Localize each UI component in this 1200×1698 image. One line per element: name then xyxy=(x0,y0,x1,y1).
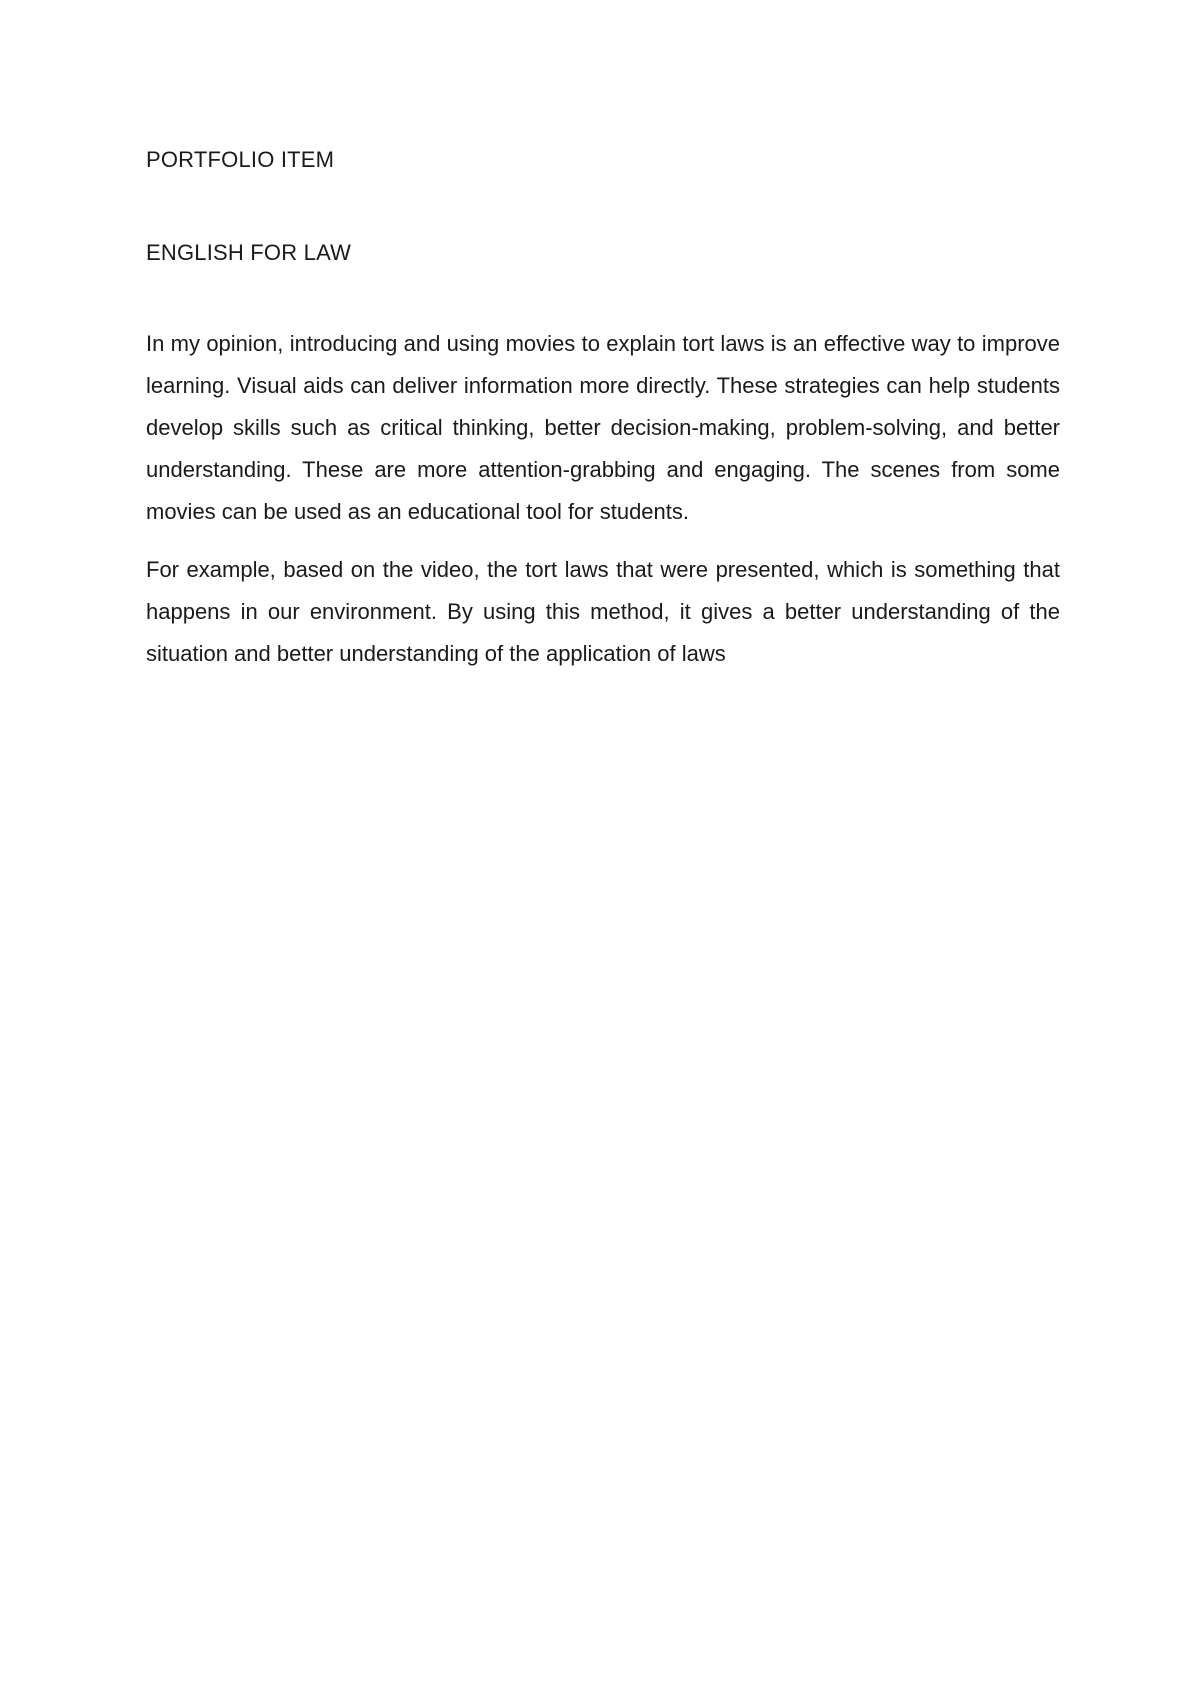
subject-heading: ENGLISH FOR LAW xyxy=(146,240,352,265)
paragraph-example: For example, based on the video, the tort laws that were presented, which is something that happens in our environment. By using this method, it gives a better understanding of the situation and better understanding of the application of laws xyxy=(146,557,1060,666)
document-body xyxy=(146,138,1060,675)
paragraph-opinion: In my opinion, introducing and using movies to explain tort laws is an effective way to improve learning. Visual aids can deliver information more directly. These strategies can help students develop skills such as critical thinking, better decision-making, problem-solving, and better understanding. These are more attention-grabbing and engaging. The scenes from some movies can be used as an educational tool for students. xyxy=(146,331,1060,524)
portfolio-heading: PORTFOLIO ITEM xyxy=(146,147,335,172)
